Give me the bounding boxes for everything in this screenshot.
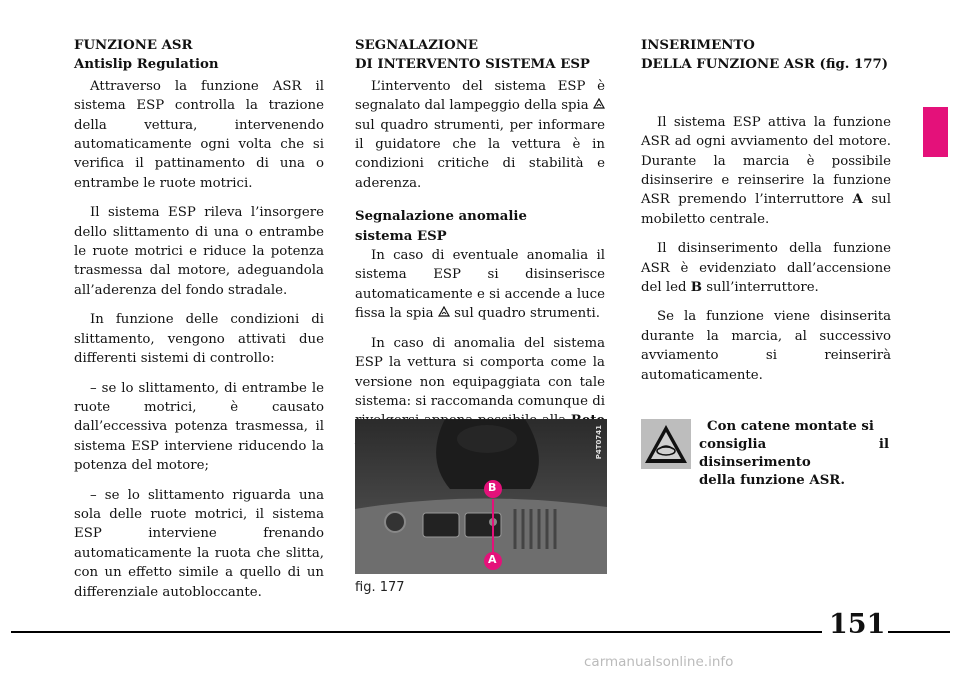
- paragraph: Attraverso la funzione ASR il sistema ESP controlla la trazione della vettura, intervenendo automaticamente ogni volta che si verifica il pattinamento di una o entrambe le ruote motrici.: [74, 78, 324, 191]
- paragraph: L’intervento del sistema ESP è segnalato dal lampeggio della spia sul quadro strumenti, per informare il guidatore che la vettura è in condizioni critiche di stabilità e aderenza.: [355, 78, 605, 191]
- heading-antislip: Antislip Regulation: [74, 57, 219, 73]
- subheading-sistema: sistema ESP: [355, 228, 447, 244]
- footer-rule-left: [11, 631, 822, 633]
- heading-inserimento: INSERIMENTO: [641, 38, 755, 53]
- figure-code: P4T0741: [595, 425, 603, 460]
- section-tab-marker: [923, 107, 948, 157]
- heading-funzione-asr: DELLA FUNZIONE ASR (fig. 177): [641, 57, 889, 73]
- paragraph: In caso di eventuale anomalia il sistema ESP si disinserisce automaticamente e si accende a luce fissa la spia sul quadro strumenti.: [355, 248, 605, 322]
- heading-asr: FUNZIONE ASR: [74, 38, 193, 53]
- paragraph: Se la funzione viene disinserita durante la marcia, al successivo avviamento si reinserirà automaticamente.: [641, 309, 891, 383]
- paragraph: Il disinserimento della funzione ASR è evidenziato dall’accensione del led B sull’interruttore.: [641, 241, 891, 296]
- figure-caption: fig. 177: [355, 580, 405, 595]
- paragraph: Il sistema ESP attiva la funzione ASR ad ogni avviamento del motore. Durante la marcia è possibile disinserire e reinserire la funzione ASR premendo l’interruttore A sul mobiletto centrale.: [641, 114, 891, 227]
- paragraph: – se lo slittamento, di entrambe le ruote motrici, è causato dall’eccessiva potenza trasmessa, il sistema ESP interviene riducendo la potenza del motore;: [74, 380, 324, 474]
- subheading-anomalie: Segnalazione anomalie: [355, 209, 527, 225]
- figure-gear-console-photo: [355, 419, 607, 574]
- paragraph: Il sistema ESP rileva l’insorgere dello slittamento di una o entrambe le ruote motrici e riduce la potenza trasmessa dal motore, adeguandola all’aderenza del fondo stradale.: [74, 205, 324, 298]
- paragraph: In caso di anomalia del sistema ESP la vettura si comporta come la versione non equipaggiata con tale sistema: si raccomanda comunque di: [355, 334, 605, 450]
- paragraph: In funzione delle condizioni di slittamento, vengono attivati due differenti sistemi di controllo:: [74, 312, 324, 367]
- console-illustration: [355, 419, 607, 574]
- column-asr-function: [74, 36, 324, 612]
- footer-rule-right: [888, 631, 950, 633]
- esp-warning-light-icon: [593, 98, 605, 110]
- heading-segnalazione: SEGNALAZIONE: [355, 38, 479, 53]
- paragraph: – se lo slittamento riguarda una sola delle ruote motrici, il sistema ESP interviene frenando automaticamente la ruota che slitta, con un effetto simile a quello di un differenziale autobloccante.: [74, 487, 324, 600]
- watermark: carmanualsonline.info: [584, 654, 734, 670]
- warning-triangle-icon: [641, 419, 691, 469]
- page-number: 151: [829, 609, 886, 640]
- column-esp-signal: [355, 36, 605, 460]
- column-asr-activation: [641, 36, 891, 395]
- label-b: B: [488, 481, 497, 494]
- heading-esp-intervento: DI INTERVENTO SISTEMA ESP: [355, 57, 590, 73]
- label-a: A: [488, 553, 497, 566]
- warning-text: Con catene montate si consiglia il disinserimento della funzione ASR.: [699, 419, 889, 488]
- esp-warning-light-icon: [438, 306, 450, 318]
